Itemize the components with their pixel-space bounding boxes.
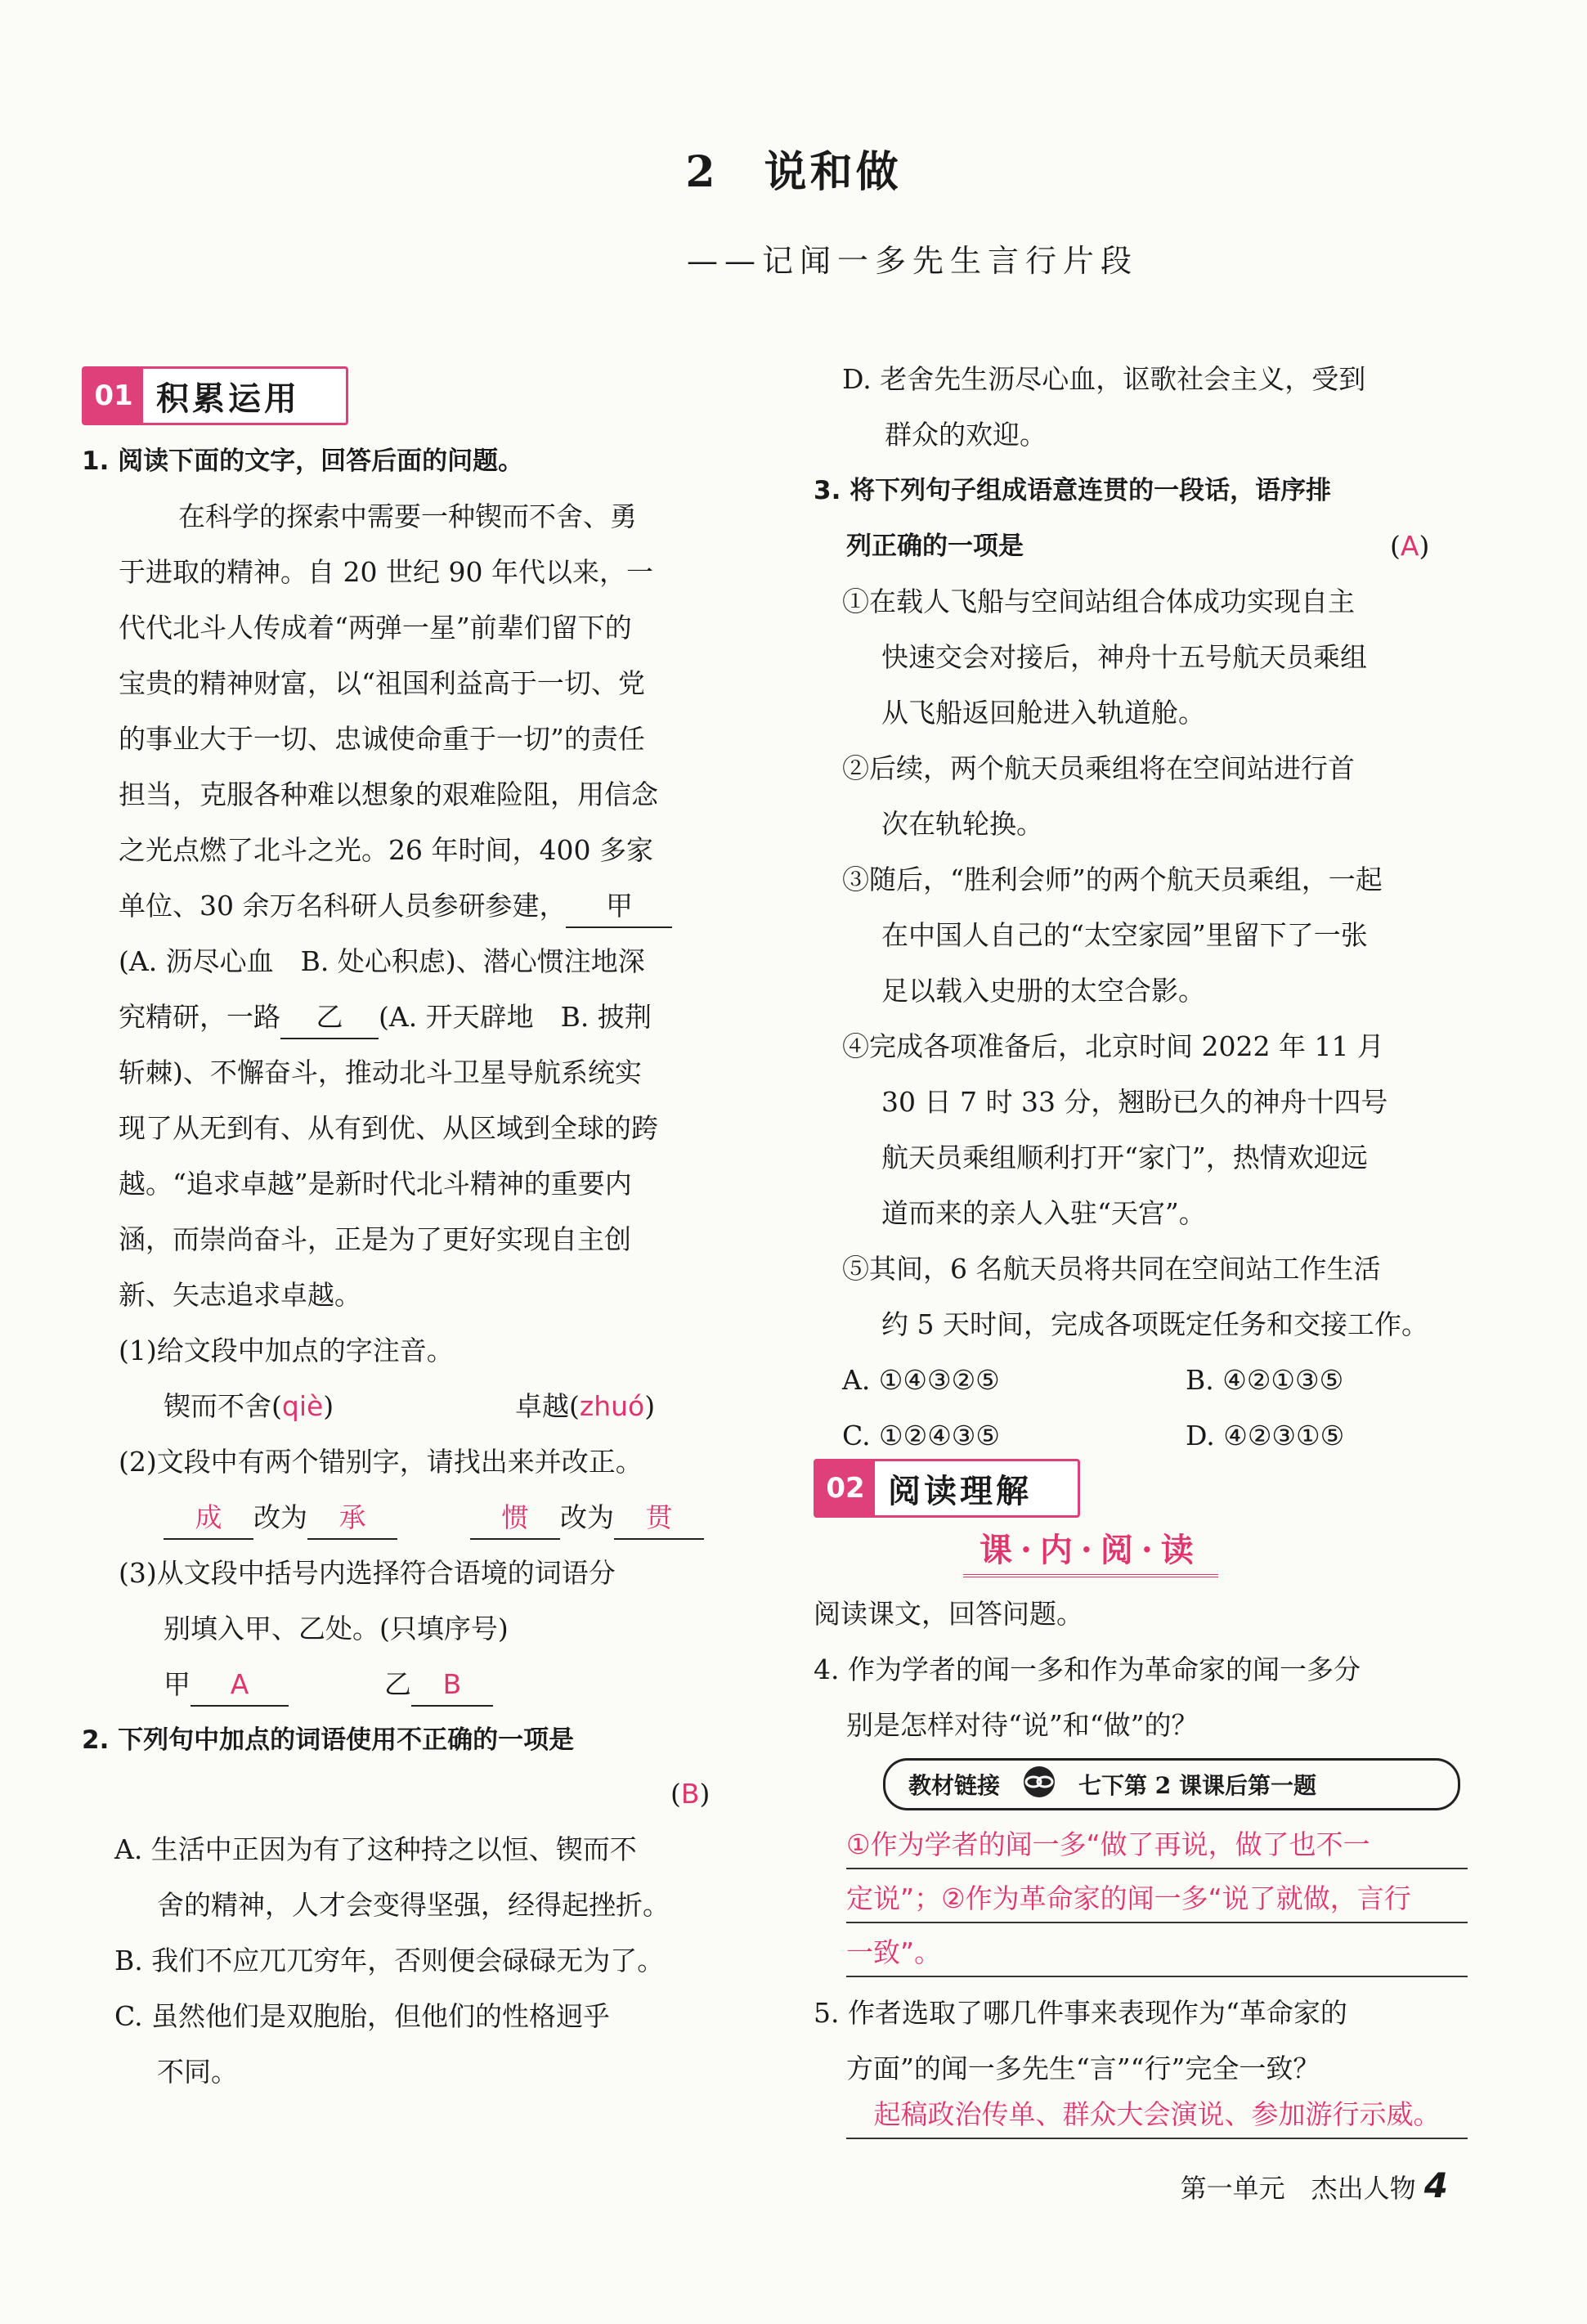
question-2-stem: 2. 下列句中加点的词语使用不正确的一项是 bbox=[82, 1725, 575, 1755]
passage-line: 越。“追求卓越”是新时代北斗精神的重要内 bbox=[119, 1168, 632, 1200]
passage-text: (A. 开天辟地 B. 披荆 bbox=[379, 1001, 652, 1033]
section-header-reading bbox=[814, 1459, 1080, 1518]
sentence-item: 在中国人自己的“太空家园”里留下了一张 bbox=[881, 919, 1368, 951]
answer-text: qiè bbox=[281, 1390, 324, 1422]
answer-text: 惯 bbox=[470, 1497, 560, 1540]
q4-answer-line: 一致”。 bbox=[846, 1930, 1468, 1977]
link-text: 七下第 2 课课后第一题 bbox=[1078, 1772, 1316, 1799]
section-number: 02 bbox=[816, 1461, 875, 1515]
passage-line: 宝贵的精神财富，以“祖国利益高于一切、党 bbox=[119, 667, 645, 699]
page-footer bbox=[1181, 2165, 1448, 2205]
correction-mid: 改为 bbox=[253, 1501, 307, 1533]
correction-2 bbox=[470, 1490, 704, 1546]
page-subtitle: ——记闻一多先生言行片段 bbox=[687, 243, 1139, 279]
sub-question-3: (3)从文段中括号内选择符合语境的词语分 bbox=[119, 1557, 616, 1589]
question-5-stem-cont: 方面”的闻一多先生“言”“行”完全一致？ bbox=[846, 2053, 1320, 2084]
chain-link-icon bbox=[1018, 1765, 1060, 1804]
q4-answer-line: ①作为学者的闻一多“做了再说，做了也不一 bbox=[846, 1822, 1468, 1869]
question-3-stem: 3. 将下列句子组成语意连贯的一段话，语序排 bbox=[814, 476, 1332, 505]
sub-question-2: (2)文段中有两个错别字，请找出来并改正。 bbox=[119, 1446, 643, 1478]
passage-line: 新、矢志追求卓越。 bbox=[119, 1279, 361, 1311]
passage-line: 于进取的精神。自 20 世纪 90 年代以来，一 bbox=[119, 556, 653, 588]
reading-intro: 阅读课文，回答问题。 bbox=[814, 1598, 1083, 1630]
question-5-stem: 5. 作者选取了哪几件事来表现作为“革命家的 bbox=[814, 1997, 1347, 2029]
sentence-item: ④完成各项准备后，北京时间 2022 年 11 月 bbox=[842, 1030, 1384, 1062]
sentence-item: ①在载人飞船与空间站组合体成功实现自主 bbox=[842, 585, 1355, 617]
passage-line: 斩棘)、不懈奋斗，推动北斗卫星导航系统实 bbox=[119, 1057, 642, 1088]
q4-answer-line: 定说”；②作为革命家的闻一多“说了就做，言行 bbox=[846, 1876, 1468, 1923]
sentence-item: 30 日 7 时 33 分，翘盼已久的神舟十四号 bbox=[881, 1086, 1388, 1118]
section-label: 积累运用 bbox=[156, 379, 300, 418]
question-4-stem: 4. 作为学者的闻一多和作为革命家的闻一多分 bbox=[814, 1653, 1361, 1685]
option-d-cont: 群众的欢迎。 bbox=[885, 419, 1047, 451]
q3-option-b: B. ④②①③⑤ bbox=[1186, 1364, 1344, 1396]
fill-label: 甲 bbox=[164, 1668, 191, 1700]
fill-label: 乙 bbox=[384, 1668, 411, 1700]
section-number: 01 bbox=[84, 369, 143, 423]
pinyin-word: 卓越 bbox=[515, 1390, 569, 1422]
unit-label: 第一单元 杰出人物 bbox=[1180, 2173, 1416, 2204]
textbook-link-badge bbox=[883, 1758, 1460, 1810]
question-3-answer: (A) bbox=[1390, 530, 1430, 562]
passage-line: 代代北斗人传成着“两弹一星”前辈们留下的 bbox=[119, 612, 632, 644]
q3-option-d: D. ④②③①⑤ bbox=[1186, 1420, 1345, 1451]
passage-line: 的事业大于一切、忠诚使命重于一切”的责任 bbox=[119, 723, 645, 755]
blank-jia: 甲 bbox=[566, 886, 672, 928]
passage-line: 在科学的探索中需要一种锲而不舍、勇 bbox=[178, 500, 637, 532]
section-label: 阅读理解 bbox=[888, 1471, 1032, 1510]
in-class-reading-subhead: 课·内·阅·读 bbox=[963, 1524, 1218, 1577]
sentence-item: 快速交会对接后，神舟十五号航天员乘组 bbox=[881, 641, 1367, 673]
sentence-item: ⑤其间，6 名航天员将共同在空间站工作生活 bbox=[842, 1253, 1381, 1285]
passage-line bbox=[119, 878, 672, 934]
sub-question-3-cont: 别填入甲、乙处。(只填序号) bbox=[164, 1613, 509, 1644]
passage-text: 单位、30 余万名科研人员参研参建， bbox=[119, 890, 567, 922]
sentence-item: 足以载入史册的太空合影。 bbox=[881, 975, 1205, 1007]
question-3-stem-cont: 列正确的一项是 bbox=[846, 532, 1024, 561]
sentence-item: 道而来的亲人入驻“天宫”。 bbox=[881, 1197, 1206, 1229]
answer-text: 承 bbox=[307, 1497, 397, 1540]
sentence-item: 从飞船返回舱进入轨道舱。 bbox=[881, 697, 1205, 729]
question-2-answer: (B) bbox=[670, 1778, 711, 1810]
answer-text: zhuó bbox=[579, 1390, 645, 1422]
passage-line: 现了从无到有、从有到优、从区域到全球的跨 bbox=[119, 1112, 658, 1144]
answer-text: 贯 bbox=[614, 1497, 704, 1540]
fill-yi bbox=[384, 1657, 493, 1712]
option-d: D. 老舍先生沥尽心血，讴歌社会主义，受到 bbox=[842, 363, 1366, 395]
passage-line: 之光点燃了北斗之光。26 年时间，400 多家 bbox=[119, 834, 653, 866]
passage-text: 究精研，一路 bbox=[119, 1001, 280, 1033]
pinyin-item-a: 锲而不舍(qiè) bbox=[164, 1390, 334, 1422]
passage-line bbox=[119, 989, 652, 1045]
answer-text: 成 bbox=[164, 1497, 253, 1540]
sentence-item: ②后续，两个航天员乘组将在空间站进行首 bbox=[842, 752, 1355, 784]
answer-text: A bbox=[191, 1664, 289, 1707]
question-1-stem: 1. 阅读下面的文字，回答后面的问题。 bbox=[82, 446, 524, 476]
option-a-cont: 舍的精神，人才会变得坚强，经得起挫折。 bbox=[157, 1889, 670, 1921]
sentence-item: 次在轨轮换。 bbox=[881, 808, 1043, 840]
correction-mid: 改为 bbox=[560, 1501, 614, 1533]
q3-option-c: C. ①②④③⑤ bbox=[842, 1420, 1000, 1451]
correction-1 bbox=[164, 1490, 397, 1546]
page-number: 4 bbox=[1423, 2165, 1448, 2205]
q5-answer-line: 起稿政治传单、群众大会演说、参加游行示威。 bbox=[846, 2092, 1468, 2139]
pinyin-item-b: 卓越(zhuó) bbox=[515, 1390, 656, 1422]
fill-jia bbox=[164, 1657, 289, 1712]
pinyin-word: 锲而不舍 bbox=[164, 1390, 271, 1422]
sentence-item: ③随后，“胜利会师”的两个航天员乘组，一起 bbox=[842, 864, 1383, 895]
answer-text: A bbox=[1400, 530, 1419, 562]
blank-yi: 乙 bbox=[280, 997, 379, 1039]
answer-text: B bbox=[680, 1778, 700, 1810]
section-header-accumulation bbox=[82, 366, 348, 425]
option-c-cont: 不同。 bbox=[157, 2056, 238, 2088]
passage-line: (A. 沥尽心血 B. 处心积虑)、潜心惯注地深 bbox=[119, 945, 645, 977]
option-c: C. 虽然他们是双胞胎，但他们的性格迥乎 bbox=[114, 2000, 611, 2032]
link-label: 教材链接 bbox=[908, 1772, 1001, 1799]
option-a: A. 生活中正因为有了这种持之以恒、锲而不 bbox=[114, 1833, 637, 1865]
question-4-stem-cont: 别是怎样对待“说”和“做”的？ bbox=[846, 1709, 1199, 1741]
page-title: 2 说和做 bbox=[685, 147, 902, 197]
q3-option-a: A. ①④③②⑤ bbox=[842, 1364, 1000, 1396]
sub-question-1: (1)给文段中加点的字注音。 bbox=[119, 1335, 454, 1366]
passage-line: 涵，而崇尚奋斗，正是为了更好实现自主创 bbox=[119, 1223, 631, 1255]
passage-line: 担当，克服各种难以想象的艰难险阻，用信念 bbox=[119, 778, 658, 810]
sentence-item: 航天员乘组顺利打开“家门”，热情欢迎远 bbox=[881, 1142, 1368, 1173]
option-b: B. 我们不应兀兀穷年，否则便会碌碌无为了。 bbox=[114, 1945, 665, 1976]
answer-text: B bbox=[411, 1664, 493, 1707]
sentence-item: 约 5 天时间，完成各项既定任务和交接工作。 bbox=[881, 1308, 1428, 1340]
